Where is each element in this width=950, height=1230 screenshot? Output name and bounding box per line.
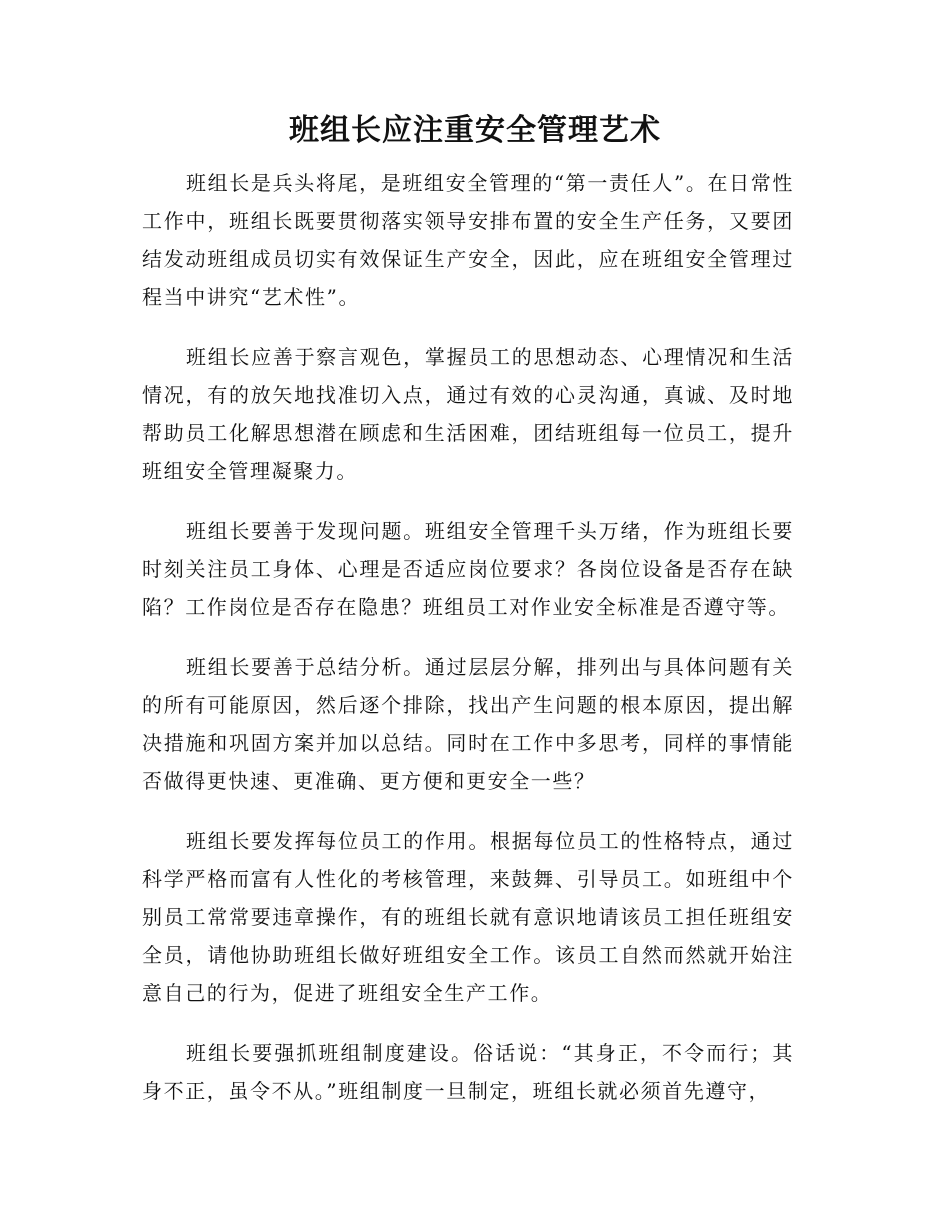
- paragraph: 班组长要善于发现问题。班组安全管理千头万绪，作为班组长要时刻关注员工身体、心理是否适应岗位要求？各岗位设备是否存在缺陷？工作岗位是否存在隐患？班组员工对作业安全标准是否遵守等。: [142, 519, 794, 619]
- page-title: 班组长应注重安全管理艺术: [289, 113, 661, 148]
- paragraph: 班组长是兵头将尾，是班组安全管理的“第一责任人”。在日常性工作中，班组长既要贯彻落实领导安排布置的安全生产任务，又要团结发动班组成员切实有效保证生产安全，因此，应在班组安全管理过程当中讲究“艺术性”。: [142, 171, 794, 309]
- document-body: [142, 164, 794, 1132]
- paragraph: 班组长要善于总结分析。通过层层分解，排列出与具体问题有关的所有可能原因，然后逐个排除，找出产生问题的根本原因，提出解决措施和巩固方案并加以总结。同时在工作中多思考，同样的事情能否做得更快速、更准确、更方便和更安全一些？: [142, 655, 794, 793]
- paragraph: 班组长要发挥每位员工的作用。根据每位员工的性格特点，通过科学严格而富有人性化的考核管理，来鼓舞、引导员工。如班组中个别员工常常要违章操作，有的班组长就有意识地请该员工担任班组安全员，请他协助班组长做好班组安全工作。该员工自然而然就开始注意自己的行为，促进了班组安全生产工作。: [142, 829, 794, 1005]
- paragraph: 班组长要强抓班组制度建设。俗话说：“其身正，不令而行；其身不正，虽令不从。”班组制度一旦制定，班组长就必须首先遵守，: [142, 1041, 794, 1103]
- paragraph: 班组长应善于察言观色，掌握员工的思想动态、心理情况和生活情况，有的放矢地找准切入点，通过有效的心灵沟通，真诚、及时地帮助员工化解思想潜在顾虑和生活困难，团结班组每一位员工，提升班组安全管理凝聚力。: [142, 345, 794, 483]
